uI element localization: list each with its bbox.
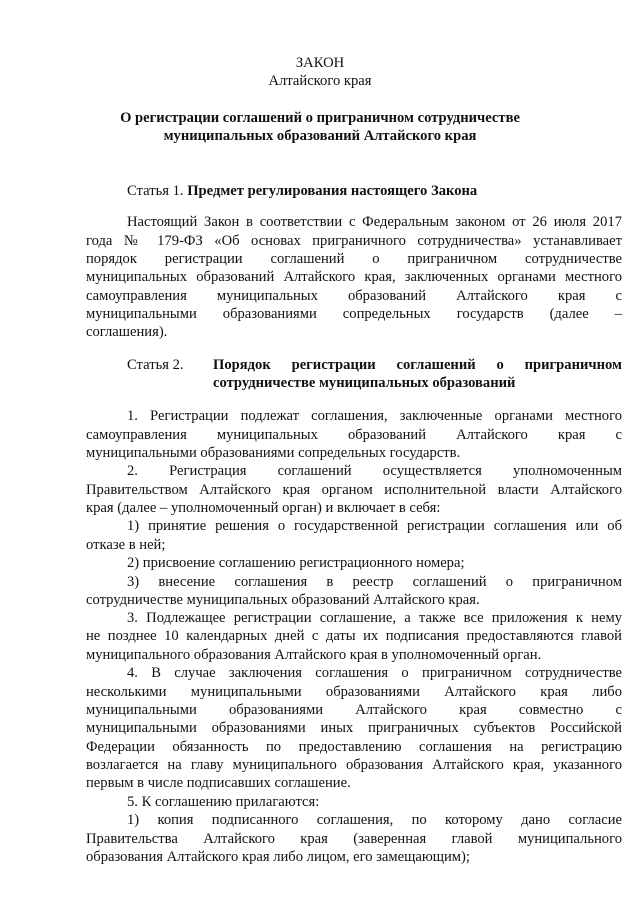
article-2-line: несколькими муниципальными образованиями Алтайского края либо bbox=[86, 684, 622, 700]
article-2-line: Правительства Алтайского края (заверенная главой муниципального bbox=[86, 831, 622, 847]
article-2-line: 4. В случае заключения соглашения о приграничном сотрудничестве bbox=[127, 665, 622, 681]
article-2-line: первым в числе подписавших соглашение. bbox=[86, 775, 351, 791]
article-2-line: образования Алтайского края либо лицом, его замещающим); bbox=[86, 849, 470, 865]
document-type: ЗАКОН bbox=[295, 55, 345, 71]
article-2-prefix: Статья 2. bbox=[127, 357, 184, 373]
article-1-line: порядок регистрации соглашений о приграничном сотрудничестве bbox=[86, 251, 622, 267]
article-2-line: края (далее – уполномоченный орган) и включает в себя: bbox=[86, 500, 441, 516]
article-2-line: 2) присвоение соглашению регистрационного номера; bbox=[127, 555, 465, 571]
article-2-line: Федерации обязанность по предоставлению соглашения на регистрацию bbox=[86, 739, 622, 755]
article-2-line: 3) внесение соглашения в реестр соглашений о приграничном bbox=[127, 574, 622, 590]
article-2-line: муниципальными образованиями сопредельных государств. bbox=[86, 445, 461, 461]
article-2-line: 3. Подлежащее регистрации соглашение, а также все приложения к нему bbox=[127, 610, 622, 626]
article-1-line: самоуправления муниципальных образований Алтайского края с bbox=[86, 288, 622, 304]
article-1-title: Предмет регулирования настоящего Закона bbox=[187, 183, 478, 199]
article-2-line: отказе в ней; bbox=[86, 537, 166, 553]
document-title-line-2: муниципальных образований Алтайского края bbox=[163, 128, 477, 144]
article-2-line: 1. Регистрации подлежат соглашения, заключенные органами местного bbox=[127, 408, 622, 424]
article-1-line: муниципальных образований Алтайского края, заключенных органами местного bbox=[86, 269, 622, 285]
article-2-line: 5. К соглашению прилагаются: bbox=[127, 794, 320, 810]
article-2-title-line-1: Порядок регистрации соглашений о приграничном bbox=[213, 357, 622, 373]
article-2-line: самоуправления муниципальных образований Алтайского края с bbox=[86, 427, 622, 443]
article-1-prefix: Статья 1. bbox=[127, 183, 184, 199]
article-2-line: возлагается на главу муниципального образования Алтайского края, указанного bbox=[86, 757, 622, 773]
article-1-line: года № 179-ФЗ «Об основах приграничного сотрудничества» устанавливает bbox=[86, 233, 622, 249]
article-2-line: муниципального образования Алтайского края в уполномоченный орган. bbox=[86, 647, 542, 663]
article-1-line: муниципальными образованиями сопредельных государств (далее – bbox=[86, 306, 622, 322]
article-2-line: 1) копия подписанного соглашения, по которому дано согласие bbox=[127, 812, 622, 828]
document-region: Алтайского края bbox=[268, 73, 372, 89]
article-2-line: 2. Регистрация соглашений осуществляется уполномоченным bbox=[127, 463, 622, 479]
article-2-line: Правительством Алтайского края органом исполнительной власти Алтайского bbox=[86, 482, 622, 498]
article-1-line: Настоящий Закон в соответствии с Федеральным законом от 26 июля 2017 bbox=[127, 214, 622, 230]
article-2-line: муниципальными образованиями иных приграничных субъектов Российской bbox=[86, 720, 622, 736]
article-2-line: 1) принятие решения о государственной регистрации соглашения или об bbox=[127, 518, 622, 534]
article-2-line: муниципальными образованиями Алтайского края совместно с bbox=[86, 702, 622, 718]
article-2-line: не позднее 10 календарных дней с даты их подписания предоставляются главой bbox=[86, 628, 622, 644]
article-1-heading bbox=[127, 182, 477, 201]
document-title-line-1: О регистрации соглашений о приграничном сотрудничестве bbox=[120, 110, 520, 126]
article-1-line: соглашения). bbox=[86, 324, 168, 340]
article-2-line: сотрудничестве муниципальных образований Алтайского края. bbox=[86, 592, 480, 608]
article-2-title-line-2: сотрудничестве муниципальных образований bbox=[213, 375, 516, 391]
